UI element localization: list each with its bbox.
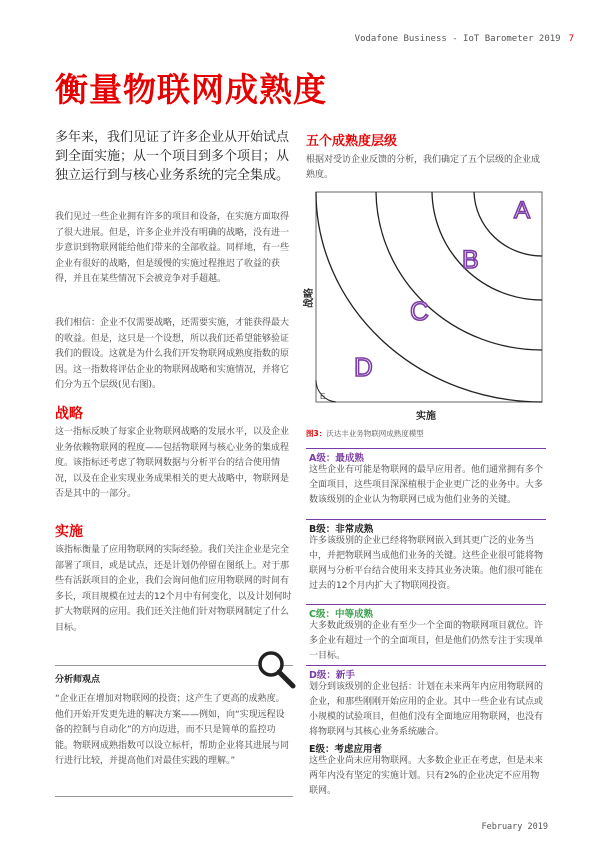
page-header	[355, 34, 574, 44]
intro-paragraph-2: 我们相信：企业不仅需要战略，还需要实施，才能获得最大的收益。但是，这只是一个设想，所以我们还希望能够验证我们的假设。这就是为什么我们开发物联网成熟度指数的原因。这一指数将评估企业的物联网战略和实施情况，并将它们分为五个层级(见右图)。	[55, 318, 290, 390]
zone-a-label: A	[514, 197, 531, 224]
zone-d-label: D	[354, 352, 373, 382]
x-axis-label: 实施	[416, 411, 436, 422]
level-e-heading: E级：考虑应用者	[309, 744, 382, 755]
analyst-title: 分析师观点	[55, 675, 101, 685]
level-d-body: 划分到该级别的企业包括：计划在未来两年内应用物联网的企业，和那些刚刚开始应用的企业。其中一些企业有试点或小规模的试验项目，但他们没有全面地应用物联网，也没有将物联网与其核心业务系统融合。	[309, 682, 544, 737]
footer-date: February 2019	[481, 822, 548, 832]
level-a-rule	[306, 448, 546, 449]
level-d-heading: D级：新手	[309, 670, 355, 681]
level-b-heading: B级：非常成熟	[309, 524, 374, 535]
strategy-heading: 战略	[55, 406, 83, 422]
diagram-frame	[316, 192, 542, 402]
levels-intro: 根据对受访企业反馈的分析，我们确定了五个层级的企业成熟度。	[306, 155, 541, 180]
figure-number: 图3：	[306, 429, 327, 438]
y-axis-label: 战略	[304, 288, 315, 308]
level-b-rule	[306, 519, 546, 520]
level-a-body: 这些企业有可能是物联网的最早应用者。他们通常拥有多个全面项目，这些项目深深植根于企业更广泛的业务中。大多数该级别的企业认为物联网已成为他们业务的关键。	[309, 465, 544, 505]
implementation-body: 该指标衡量了应用物联网的实际经验。我们关注企业是完全部署了项目，或是试点，还是计划仍停留在图纸上。对于那些有活跃项目的企业，我们会询问他们应用物联网的时间有多长，项目规模在过去的12个月中有何变化，以及计划何时扩大物联网的应用。我们还关注他们针对物联网制定了什么目标。	[55, 545, 292, 633]
intro-paragraph-1: 我们见过一些企业拥有许多的项目和设备，在实施方面取得了很大进展。但是，许多企业并没有明确的战略，没有进一步意识到物联网能给他们带来的全部收益。同样地，有一些企业有很好的战略，但是缓慢的实施过程推迟了收益的获得，并且在某些情况下会被竞争对手超越。	[55, 212, 290, 284]
figure-title: 沃达丰业务物联网成熟度模型	[326, 429, 424, 438]
levels-heading: 五个成熟度层级	[306, 134, 398, 149]
zone-c-label: C	[410, 296, 429, 326]
level-b-body: 许多该级别的企业已经将物联网嵌入到其更广泛的业务当中，并把物联网当成他们业务的关键。这些企业很可能将物联网与分析平台结合使用来支持其业务决策。他们很可能在过去的12个月内扩大了物联网投资。	[309, 536, 544, 591]
lead-paragraph: 多年来，我们见证了许多企业从开始试点到全面实施；从一个项目到多个项目；从独立运行到与核心业务系统的完全集成。	[55, 130, 290, 183]
level-d-rule	[306, 665, 546, 666]
maturity-diagram	[306, 190, 546, 425]
zone-b-label: B	[462, 246, 479, 274]
header-text: Vodafone Business - IoT Barometer 2019	[354, 34, 561, 44]
zone-e-label: E	[320, 392, 326, 401]
level-c-heading: C级：中等成熟	[309, 609, 373, 620]
level-c-body: 大多数此级别的企业有至少一个全面的物联网项目就位。许多企业有超过一个的全面项目，但是他们仍然专注于实现单一目标。	[309, 621, 544, 661]
level-c-rule	[306, 604, 546, 605]
page-number: 7	[568, 34, 574, 44]
implementation-heading: 实施	[55, 524, 83, 540]
level-a-heading: A级：最成熟	[309, 453, 364, 464]
magnifier-icon	[255, 648, 299, 692]
figure-caption	[306, 428, 424, 439]
level-e-body: 这些企业尚未应用物联网。大多数企业正在考虑，但是未来两年内没有坚定的实施计划。只有2%的企业决定不应用物联网。	[309, 756, 544, 796]
page-title: 衡量物联网成熟度	[55, 70, 327, 109]
analyst-quote: “企业正在增加对物联网的投资；这产生了更高的成熟度。他们开始开发更先进的解决方案——例如，向“实现远程设备的控制与自动化”的方向迈进，而不只是简单的监控功能。物联网成熟指数可以设立标杆，帮助企业将其进展与同行进行比较，并提高他们对最佳实践的理解。”	[55, 694, 290, 766]
strategy-body: 这一指标反映了每家企业物联网战略的发展水平，以及企业业务依赖物联网的程度——包括物联网与核心业务的集成程度。该指标还考虑了物联网数据与分析平台的结合使用情况，以及在企业实现业务成果相关的更大战略中，物联网是否是其中的一部分。	[55, 427, 290, 499]
